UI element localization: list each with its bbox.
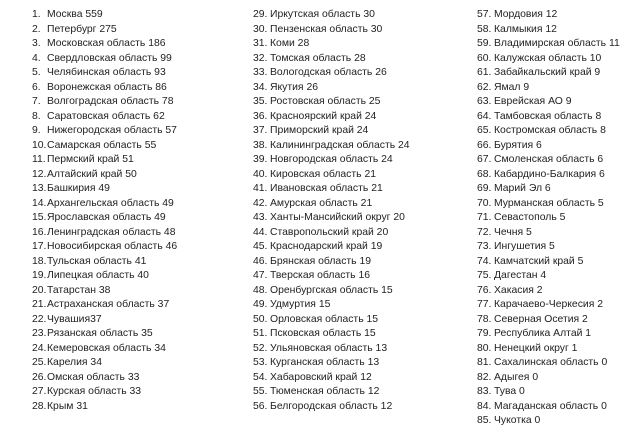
item-number: 47. xyxy=(253,270,268,281)
item-number: 14. xyxy=(32,197,47,209)
ranked-region-list xyxy=(0,8,640,433)
item-number: 52. xyxy=(253,342,268,354)
item-number: 56. xyxy=(253,400,268,412)
item-number: 63. xyxy=(477,96,492,107)
list-item xyxy=(477,385,637,400)
list-item xyxy=(32,298,248,313)
item-number: 50. xyxy=(253,313,268,325)
item-text: Чукотка 0 xyxy=(494,415,541,426)
item-text: Дагестан 4 xyxy=(494,270,547,281)
item-number: 19. xyxy=(32,270,47,281)
item-number: 76. xyxy=(477,284,492,296)
list-item xyxy=(253,298,471,313)
item-number: 17. xyxy=(32,241,47,252)
list-item xyxy=(477,182,637,197)
list-item xyxy=(253,371,471,386)
item-text: Архангельская область 49 xyxy=(47,197,174,209)
item-text: Москва 559 xyxy=(47,9,103,20)
list-item xyxy=(477,168,637,183)
item-text: Адыгея 0 xyxy=(494,371,539,383)
item-number: 23. xyxy=(32,328,47,339)
item-text: Башкирия 49 xyxy=(47,183,110,194)
item-text: Ямал 9 xyxy=(494,81,530,93)
list-item xyxy=(253,284,471,299)
item-text: Ульяновская область 13 xyxy=(270,342,388,354)
item-text: Саратовская область 62 xyxy=(47,110,165,122)
item-number: 32. xyxy=(253,52,268,64)
list-item xyxy=(253,327,471,342)
item-number: 57. xyxy=(477,9,492,20)
item-number: 5. xyxy=(32,67,41,78)
item-text: Тува 0 xyxy=(494,386,525,397)
list-item xyxy=(253,400,471,415)
item-number: 6. xyxy=(32,81,41,93)
item-text: Московская область 186 xyxy=(47,38,166,49)
item-number: 37. xyxy=(253,125,268,136)
list-item xyxy=(477,327,637,342)
item-number: 30. xyxy=(253,23,268,35)
list-item xyxy=(32,226,248,241)
item-text: Брянская область 19 xyxy=(270,255,372,267)
item-number: 12. xyxy=(32,168,47,180)
item-number: 51. xyxy=(253,328,268,339)
list-item xyxy=(32,139,248,154)
list-item xyxy=(32,95,248,110)
item-text: Воронежская область 86 xyxy=(47,81,167,93)
list-item xyxy=(32,240,248,255)
list-item xyxy=(477,153,637,168)
list-item xyxy=(477,284,637,299)
item-text: Ивановская область 21 xyxy=(270,183,383,194)
item-number: 38. xyxy=(253,139,268,151)
item-text: Томская область 28 xyxy=(270,52,366,64)
item-text: Петербург 275 xyxy=(47,23,117,35)
item-number: 72. xyxy=(477,226,492,238)
item-text: Нижегородская область 57 xyxy=(47,125,177,136)
list-item xyxy=(477,414,637,429)
item-number: 45. xyxy=(253,241,268,252)
item-text: Чечня 5 xyxy=(494,226,532,238)
list-item xyxy=(32,371,248,386)
item-number: 34. xyxy=(253,81,268,93)
item-text: Магаданская область 0 xyxy=(494,400,607,412)
list-item xyxy=(253,356,471,371)
list-item xyxy=(253,124,471,139)
list-item xyxy=(253,110,471,125)
list-item xyxy=(477,240,637,255)
list-item xyxy=(477,313,637,328)
list-item xyxy=(253,168,471,183)
item-number: 35. xyxy=(253,96,268,107)
item-text: Пензенская область 30 xyxy=(270,23,383,35)
item-text: Тюменская область 12 xyxy=(270,386,380,397)
item-number: 80. xyxy=(477,342,492,354)
item-text: Свердловская область 99 xyxy=(47,52,172,64)
item-number: 75. xyxy=(477,270,492,281)
item-number: 24. xyxy=(32,342,47,354)
list-item xyxy=(477,356,637,371)
item-text: Рязанская область 35 xyxy=(47,328,153,339)
item-text: Иркутская область 30 xyxy=(270,9,375,20)
item-number: 22. xyxy=(32,313,47,325)
item-number: 4. xyxy=(32,52,41,64)
item-text: Липецкая область 40 xyxy=(47,270,149,281)
item-text: Новосибирская область 46 xyxy=(47,241,178,252)
list-column-3 xyxy=(477,8,637,429)
list-item xyxy=(253,226,471,241)
item-number: 9. xyxy=(32,125,41,136)
item-text: Ингушетия 5 xyxy=(494,241,555,252)
item-number: 68. xyxy=(477,168,492,180)
item-text: Ставропольский край 20 xyxy=(270,226,389,238)
item-text: Тверская область 16 xyxy=(270,270,371,281)
item-text: Ростовская область 25 xyxy=(270,96,381,107)
item-text: Удмуртия 15 xyxy=(270,299,331,310)
item-number: 84. xyxy=(477,400,492,412)
item-text: Псковская область 15 xyxy=(270,328,376,339)
list-item xyxy=(477,211,637,226)
list-item xyxy=(477,269,637,284)
item-text: Ленинградская область 48 xyxy=(47,226,176,238)
item-number: 8. xyxy=(32,110,41,122)
item-text: Смоленская область 6 xyxy=(494,154,604,165)
item-number: 42. xyxy=(253,197,268,209)
list-item xyxy=(253,182,471,197)
item-number: 11. xyxy=(32,154,46,165)
list-item xyxy=(32,8,248,23)
item-number: 81. xyxy=(477,357,492,368)
item-number: 41. xyxy=(253,183,268,194)
item-text: Владимирская область 11 xyxy=(494,38,620,49)
list-item xyxy=(32,385,248,400)
item-text: Омская область 33 xyxy=(47,371,140,383)
item-number: 49. xyxy=(253,299,268,310)
list-item xyxy=(32,66,248,81)
list-item xyxy=(32,356,248,371)
list-item xyxy=(253,342,471,357)
item-text: Республика Алтай 1 xyxy=(494,328,592,339)
list-item xyxy=(32,182,248,197)
list-item xyxy=(477,110,637,125)
item-text: Кировская область 21 xyxy=(270,168,376,180)
list-item xyxy=(32,52,248,67)
item-number: 82. xyxy=(477,371,492,383)
item-text: Крым 31 xyxy=(47,400,88,412)
list-item xyxy=(253,269,471,284)
item-text: Кемеровская область 34 xyxy=(47,342,166,354)
item-text: Вологодская область 26 xyxy=(270,67,387,78)
list-item xyxy=(32,23,248,38)
item-text: Калининградская область 24 xyxy=(270,139,410,151)
item-number: 60. xyxy=(477,52,492,64)
list-item xyxy=(477,226,637,241)
list-item xyxy=(477,66,637,81)
item-number: 48. xyxy=(253,284,268,296)
item-number: 10. xyxy=(32,139,47,151)
list-item xyxy=(32,327,248,342)
item-number: 70. xyxy=(477,197,492,209)
list-item xyxy=(253,385,471,400)
list-item xyxy=(253,240,471,255)
item-text: Хакасия 2 xyxy=(494,284,543,296)
item-text: Челябинская область 93 xyxy=(47,67,166,78)
item-number: 2. xyxy=(32,23,41,35)
list-item xyxy=(32,110,248,125)
item-number: 74. xyxy=(477,255,492,267)
item-text: Астраханская область 37 xyxy=(47,299,170,310)
list-item xyxy=(32,269,248,284)
item-number: 18. xyxy=(32,255,47,267)
item-text: Приморский край 24 xyxy=(270,125,369,136)
item-number: 64. xyxy=(477,110,492,122)
item-text: Северная Осетия 2 xyxy=(494,313,588,325)
item-number: 29. xyxy=(253,9,268,20)
item-number: 25. xyxy=(32,357,47,368)
item-text: Севастополь 5 xyxy=(494,212,566,223)
list-item xyxy=(253,8,471,23)
item-number: 53. xyxy=(253,357,268,368)
list-item xyxy=(253,197,471,212)
list-item xyxy=(32,211,248,226)
item-text: Белгородская область 12 xyxy=(270,400,393,412)
item-number: 21. xyxy=(32,299,47,310)
list-item xyxy=(253,81,471,96)
list-item xyxy=(253,153,471,168)
list-item xyxy=(477,95,637,110)
list-item xyxy=(477,400,637,415)
item-text: Бурятия 6 xyxy=(494,139,542,151)
item-number: 55. xyxy=(253,386,268,397)
item-number: 77. xyxy=(477,299,492,310)
list-item xyxy=(253,23,471,38)
list-item xyxy=(253,52,471,67)
list-item xyxy=(477,23,637,38)
item-number: 28. xyxy=(32,400,47,412)
list-item xyxy=(32,400,248,415)
item-text: Чувашия37 xyxy=(47,313,102,325)
list-item xyxy=(477,139,637,154)
item-text: Сахалинская область 0 xyxy=(494,357,608,368)
item-text: Орловская область 15 xyxy=(270,313,379,325)
item-number: 43. xyxy=(253,212,268,223)
list-item xyxy=(32,37,248,52)
list-item xyxy=(253,313,471,328)
item-number: 66. xyxy=(477,139,492,151)
item-text: Костромская область 8 xyxy=(494,125,606,136)
list-item xyxy=(32,81,248,96)
list-item xyxy=(477,255,637,270)
item-number: 54. xyxy=(253,371,268,383)
item-number: 33. xyxy=(253,67,268,78)
item-number: 16. xyxy=(32,226,47,238)
item-text: Алтайский край 50 xyxy=(47,168,137,180)
item-number: 1. xyxy=(32,9,41,20)
item-number: 65. xyxy=(477,125,492,136)
item-text: Мордовия 12 xyxy=(494,9,558,20)
item-number: 73. xyxy=(477,241,492,252)
list-item xyxy=(32,255,248,270)
item-number: 83. xyxy=(477,386,492,397)
item-text: Тамбовская область 8 xyxy=(494,110,602,122)
list-item xyxy=(32,197,248,212)
list-item xyxy=(32,124,248,139)
list-item xyxy=(32,284,248,299)
item-text: Ненецкий округ 1 xyxy=(494,342,578,354)
list-item xyxy=(477,298,637,313)
list-item xyxy=(32,313,248,328)
list-item xyxy=(253,66,471,81)
item-text: Мурманская область 5 xyxy=(494,197,604,209)
item-number: 71. xyxy=(477,212,492,223)
list-item xyxy=(253,139,471,154)
list-item xyxy=(477,81,637,96)
list-item xyxy=(32,342,248,357)
item-text: Камчатский край 5 xyxy=(494,255,584,267)
item-number: 39. xyxy=(253,154,268,165)
item-number: 20. xyxy=(32,284,47,296)
item-text: Ярославская область 49 xyxy=(47,212,166,223)
item-number: 13. xyxy=(32,183,47,194)
list-item xyxy=(253,37,471,52)
list-item xyxy=(32,168,248,183)
item-number: 40. xyxy=(253,168,268,180)
list-item xyxy=(477,8,637,23)
item-text: Калмыкия 12 xyxy=(494,23,557,35)
item-text: Коми 28 xyxy=(270,38,310,49)
item-text: Карачаево-Черкесия 2 xyxy=(494,299,603,310)
list-column-1 xyxy=(32,8,248,414)
item-text: Забайкальский край 9 xyxy=(494,67,601,78)
item-number: 26. xyxy=(32,371,47,383)
item-number: 62. xyxy=(477,81,492,93)
item-text: Самарская область 55 xyxy=(47,139,157,151)
list-item xyxy=(253,95,471,110)
item-number: 59. xyxy=(477,38,492,49)
item-number: 3. xyxy=(32,38,41,49)
list-item xyxy=(477,37,637,52)
list-item xyxy=(477,371,637,386)
item-text: Еврейская АО 9 xyxy=(494,96,572,107)
item-text: Кабардино-Балкария 6 xyxy=(494,168,605,180)
item-text: Волгоградская область 78 xyxy=(47,96,174,107)
item-text: Татарстан 38 xyxy=(47,284,111,296)
item-number: 61. xyxy=(477,67,492,78)
item-text: Краснодарский край 19 xyxy=(270,241,383,252)
item-text: Оренбургская область 15 xyxy=(270,284,393,296)
item-number: 46. xyxy=(253,255,268,267)
item-number: 78. xyxy=(477,313,492,325)
list-item xyxy=(477,342,637,357)
item-text: Пермский край 51 xyxy=(47,154,134,165)
list-item xyxy=(32,153,248,168)
item-number: 79. xyxy=(477,328,492,339)
list-column-2 xyxy=(253,8,471,414)
item-number: 58. xyxy=(477,23,492,35)
item-text: Якутия 26 xyxy=(270,81,318,93)
item-number: 36. xyxy=(253,110,268,122)
item-text: Красноярский край 24 xyxy=(270,110,377,122)
list-item xyxy=(253,211,471,226)
list-item xyxy=(253,255,471,270)
item-text: Тульская область 41 xyxy=(47,255,147,267)
item-number: 7. xyxy=(32,96,41,107)
list-item xyxy=(477,52,637,67)
item-number: 67. xyxy=(477,154,492,165)
item-number: 85. xyxy=(477,415,492,426)
list-item xyxy=(477,124,637,139)
item-text: Хабаровский край 12 xyxy=(270,371,372,383)
item-text: Новгородская область 24 xyxy=(270,154,393,165)
item-number: 69. xyxy=(477,183,492,194)
item-number: 27. xyxy=(32,386,47,397)
item-text: Карелия 34 xyxy=(47,357,102,368)
item-text: Курская область 33 xyxy=(47,386,142,397)
item-text: Марий Эл 6 xyxy=(494,183,551,194)
list-item xyxy=(477,197,637,212)
item-number: 31. xyxy=(253,38,268,49)
item-text: Калужская область 10 xyxy=(494,52,602,64)
item-text: Амурская область 21 xyxy=(270,197,373,209)
item-text: Ханты-Мансийский округ 20 xyxy=(270,212,405,223)
item-number: 44. xyxy=(253,226,268,238)
item-text: Курганская область 13 xyxy=(270,357,380,368)
item-number: 15. xyxy=(32,212,47,223)
